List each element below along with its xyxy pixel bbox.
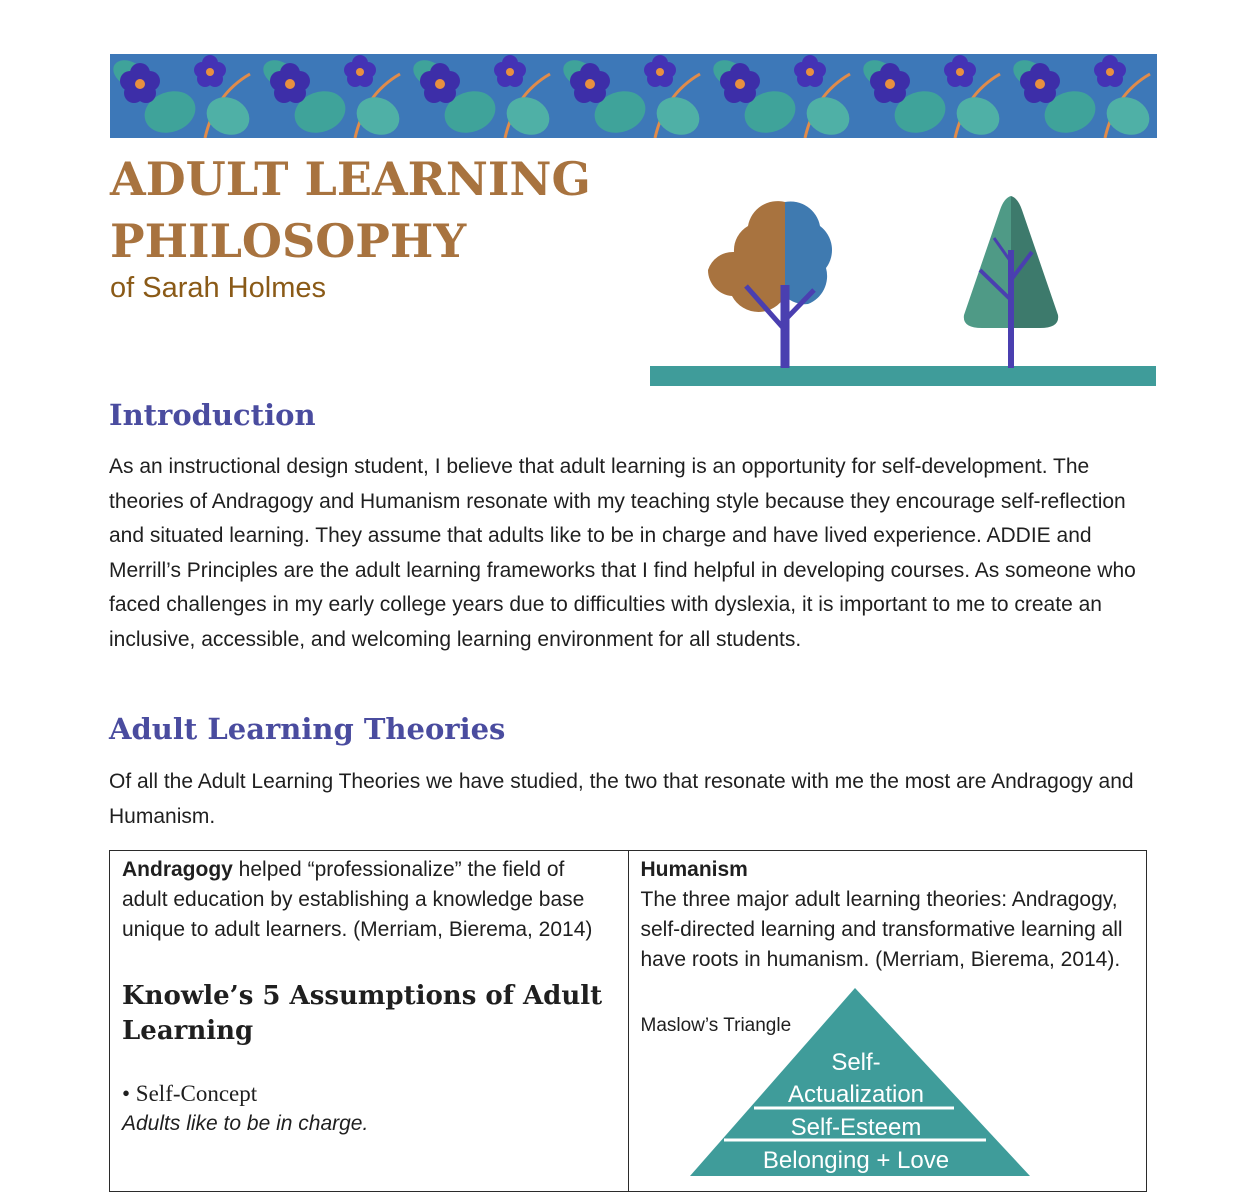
- assumption-description: Adults like to be in charge.: [122, 1112, 369, 1135]
- humanism-term: Humanism: [640, 858, 748, 881]
- pyramid-level-esteem: Self-Esteem: [790, 1114, 922, 1141]
- floral-banner: [110, 54, 1157, 138]
- humanism-text: The three major adult learning theories: Andragogy, self-directed learning and transformative learning all have roots in humanism. (Merriam, Bierema, 2014).: [640, 888, 1123, 971]
- page-title: [110, 148, 591, 272]
- assumptions-title: Knowle’s 5 Assumptions of Adult Learning: [122, 981, 603, 1046]
- introduction-heading: Introduction: [109, 398, 316, 432]
- andragogy-cell: [110, 851, 629, 1192]
- maslow-label: Maslow’s Triangle: [640, 1015, 792, 1036]
- tree-illustration: [648, 190, 1158, 390]
- title-line-2: PHILOSOPHY: [110, 214, 467, 268]
- author-subtitle: of Sarah Holmes: [110, 272, 326, 304]
- pyramid-level-top-2: Actualization: [787, 1081, 925, 1108]
- title-line-1: ADULT LEARNING: [110, 152, 591, 206]
- introduction-text: As an instructional design student, I believe that adult learning is an opportunity for self-development. The theories of Andragogy and Humanism resonate with my teaching style because they encourage self-reflection and situated learning. They assume that adults like to be in charge and have lived experience. ADDIE and Merrill’s Principles are the adult learning frameworks that I find helpful in developing courses. As someone who faced challenges in my early college years due to difficulties with dyslexia, it is important to me to create an inclusive, accessible, and welcoming learning environment for all students.: [109, 455, 1136, 651]
- maslow-pyramid: [690, 988, 1030, 1176]
- pyramid-level-belonging: Belonging + Love: [762, 1147, 950, 1174]
- assumption-item: • Self-Concept: [122, 1081, 258, 1106]
- andragogy-text: helped “professionalize” the field of adult education by establishing a knowledge base unique to adult learners. (Merriam, Bierema, 2014): [122, 858, 593, 941]
- theories-heading: Adult Learning Theories: [109, 712, 506, 746]
- andragogy-term: Andragogy: [122, 858, 233, 881]
- pyramid-level-top-1: Self-: [831, 1049, 881, 1076]
- theories-text: Of all the Adult Learning Theories we have studied, the two that resonate with me the most are Andragogy and Humanism.: [109, 770, 1134, 828]
